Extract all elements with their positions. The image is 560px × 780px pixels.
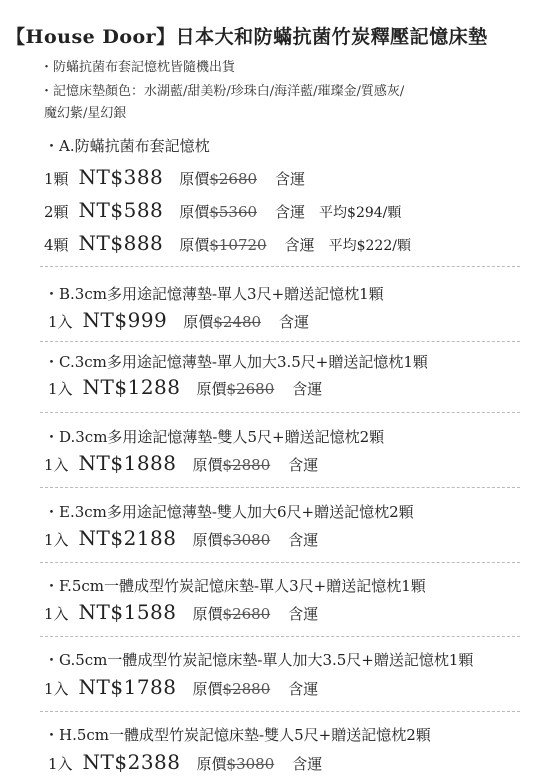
qty: 1顆 — [44, 170, 69, 188]
price: NT$588 — [78, 198, 164, 222]
item-e-row — [44, 526, 318, 550]
orig-label: 原價 — [192, 531, 223, 549]
divider — [40, 562, 520, 563]
divider — [40, 487, 520, 488]
qty: 1入 — [48, 755, 73, 773]
orig-label: 原價 — [196, 755, 227, 773]
qty: 1入 — [48, 380, 73, 398]
item-g-row — [44, 675, 318, 699]
original-price: $3080 — [222, 531, 271, 549]
original-price: $2680 — [209, 170, 258, 188]
item-h-row — [48, 750, 322, 774]
orig-label: 原價 — [179, 236, 210, 254]
orig-label: 原價 — [196, 380, 227, 398]
divider — [40, 341, 520, 342]
shipping-note: 含運 — [288, 680, 319, 698]
average-price: 平均$222/顆 — [328, 238, 411, 254]
note-colors-cont: 魔幻紫/星幻銀 — [44, 106, 127, 121]
price: NT$388 — [78, 165, 164, 189]
item-f-heading: ・F.5cm一體成型竹炭記憶床墊-單人3尺+贈送記憶枕1顆 — [44, 577, 426, 595]
price: NT$2388 — [82, 750, 181, 774]
orig-label: 原價 — [179, 203, 210, 221]
original-price: $2680 — [226, 380, 275, 398]
pillow-row-3 — [44, 231, 411, 255]
average-price: 平均$294/顆 — [319, 205, 402, 221]
price: NT$1788 — [78, 675, 177, 699]
price: NT$1588 — [78, 600, 177, 624]
shipping-note: 含運 — [292, 755, 323, 773]
original-price: $2480 — [213, 313, 262, 331]
price: NT$1288 — [82, 375, 181, 399]
item-e-heading: ・E.3cm多用途記憶薄墊-雙人加大6尺+贈送記憶枕2顆 — [44, 503, 414, 521]
shipping-note: 含運 — [275, 170, 306, 188]
price: NT$1888 — [78, 451, 177, 475]
divider — [40, 636, 520, 637]
shipping-note: 含運 — [284, 236, 315, 254]
original-price: $10720 — [209, 236, 267, 254]
divider — [40, 412, 520, 413]
qty: 1入 — [44, 605, 69, 623]
original-price: $5360 — [209, 203, 258, 221]
note-pillow: ・防蟎抗菌布套記憶枕皆隨機出貨 — [40, 60, 236, 75]
shipping-note: 含運 — [292, 380, 323, 398]
qty: 1入 — [44, 456, 69, 474]
original-price: $2880 — [222, 680, 271, 698]
shipping-note: 含運 — [275, 203, 306, 221]
item-c-heading: ・C.3cm多用途記憶薄墊-單人加大3.5尺+贈送記憶枕1顆 — [44, 353, 428, 371]
original-price: $2880 — [222, 456, 271, 474]
orig-label: 原價 — [183, 313, 214, 331]
pillow-row-2 — [44, 198, 401, 222]
price: NT$2188 — [78, 526, 177, 550]
qty: 4顆 — [44, 236, 69, 254]
orig-label: 原價 — [192, 680, 223, 698]
note-colors: ・記憶床墊顏色：水湖藍/甜美粉/珍珠白/海洋藍/璀璨金/質感灰/ — [40, 84, 405, 99]
item-b-row — [48, 308, 309, 332]
orig-label: 原價 — [192, 605, 223, 623]
shipping-note: 含運 — [288, 456, 319, 474]
item-g-heading: ・G.5cm一體成型竹炭記憶床墊-單人加大3.5尺+贈送記憶枕1顆 — [44, 651, 474, 669]
shipping-note: 含運 — [288, 605, 319, 623]
pillow-row-1 — [44, 165, 305, 189]
orig-label: 原價 — [192, 456, 223, 474]
item-f-row — [44, 600, 318, 624]
original-price: $2680 — [222, 605, 271, 623]
item-b-heading: ・B.3cm多用途記憶薄墊-單人3尺+贈送記憶枕1顆 — [44, 285, 384, 303]
shipping-note: 含運 — [279, 313, 310, 331]
qty: 2顆 — [44, 203, 69, 221]
item-d-heading: ・D.3cm多用途記憶薄墊-雙人5尺+贈送記憶枕2顆 — [44, 428, 385, 446]
price: NT$888 — [78, 231, 164, 255]
qty: 1入 — [44, 531, 69, 549]
qty: 1入 — [44, 680, 69, 698]
item-d-row — [44, 451, 318, 475]
divider — [40, 711, 520, 712]
pillow-heading: ・A.防蟎抗菌布套記憶枕 — [44, 137, 210, 155]
price: NT$999 — [82, 308, 168, 332]
divider — [40, 266, 520, 267]
original-price: $3080 — [226, 755, 275, 773]
item-c-row — [48, 375, 322, 399]
shipping-note: 含運 — [288, 531, 319, 549]
qty: 1入 — [48, 313, 73, 331]
orig-label: 原價 — [179, 170, 210, 188]
item-h-heading: ・H.5cm一體成型竹炭記憶床墊-雙人5尺+贈送記憶枕2顆 — [44, 726, 431, 744]
page-title: 【House Door】日本大和防蟎抗菌竹炭釋壓記憶床墊 — [6, 26, 488, 48]
